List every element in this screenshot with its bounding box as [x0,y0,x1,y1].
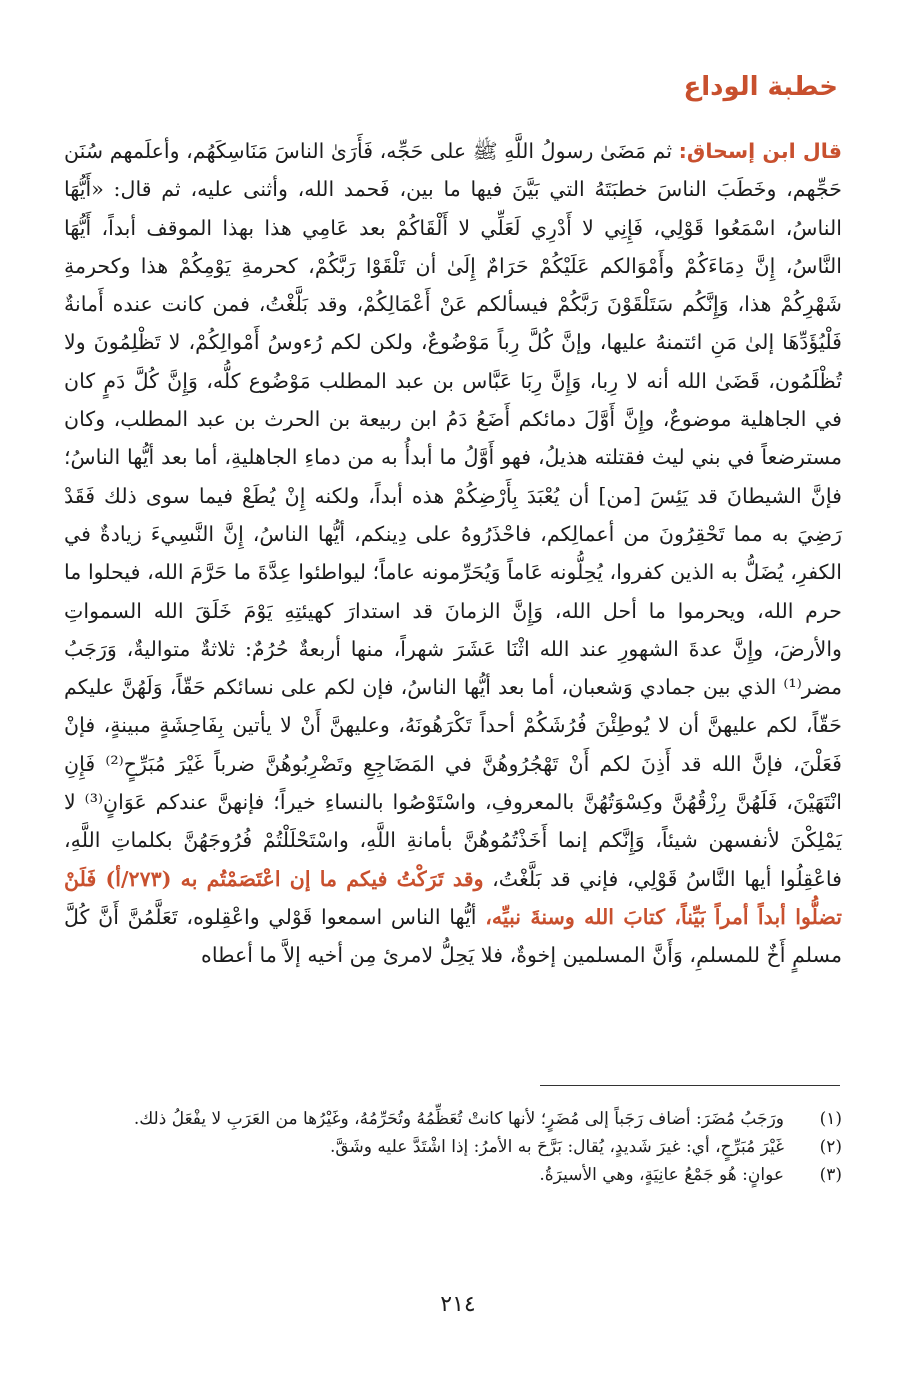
footnote-text: ورَجَبُ مُضَرَ: أضاف رَجَباً إلى مُضَرٍ؛ لأنها كانتْ تُعَظِّمُهُ وتُحَرِّمُهُ، وغَيْرُها من العَرَبِ لا يفْعَلُ ذلك. [133,1109,784,1129]
main-text-continuation: أيُّها الناس اسمعوا قَوْلي واعْقِلوه، تَعَلَّمُنَّ أَنَّ كُلَّ مسلمٍ أَخٌ للمسلمِ، وَأَنَّ المسلمين إخوةٌ، فلا يَحِلُّ لامرئ مِن أخيه إلاَّ ما أعطاه [64,904,842,968]
page-number: ٢١٤ [440,1292,476,1317]
section-heading: خطبة الوداع [683,72,838,102]
footnote-number: (٣) [819,1165,842,1185]
footnote-number: (١) [819,1109,842,1129]
highlighted-passage: وقد تَرَكْتُ فيكم ما إن اعْتَصَمْتُم به (٢٧٣/أ) فَلَنْ تضلُّوا أبداً أمراً بَيِّناً، كتابَ الله وسنةَ نبيِّه، [64,866,843,929]
main-text [64,132,842,975]
footnote-divider [540,1085,840,1086]
footnote [64,1107,842,1131]
main-text-body: ثم مَضَىٰ رسولُ اللَّهِ ﷺ على حَجِّه، فَأَرَىٰ الناسَ مَنَاسِكَهُم، وأعلَمهم سُنَن حَجِّهم، وخَطَبَ الناسَ خطبَتَهُ التي بَيَّنَ فيها ما بين، فَحمد الله، وأثنى عليه، ثم قال: «أَيُّهَا الناسُ، اسْمَعُوا قَوْلِي، فَإِنِي لا أَدْرِي لَعَلِّي لا أَلْقَاكُمْ بعد عَامِي هذا بهذا الموقف أبداً، أَيُّهَا النَّاسُ، إِنَّ دِمَاءَكُمْ وأَمْوَالكم عَلَيْكُمْ حَرَامٌ إِلَىٰ أن تَلْقَوْا رَبَّكُمْ، كحرمةِ يَوْمِكُمْ هذا وكحرمةِ شَهْرِكُمْ هذا، وَإِنَّكُم سَتَلْقَوْنَ رَبَّكُمْ فيسألكم عَنْ أَعْمَالِكُمْ، وقد بَلَّغْتُ، فمن كانت عنده أَمانةٌ فَلْيُؤَدِّهَا إلىٰ مَنِ ائتمنهُ عليها، وإنَّ كُلَّ رِباً مَوْضُوعٌ، ولكن لكم رُءوسُ أَمْوالِكُمْ، لا تَظْلِمُونَ ولا تُظْلَمُون، قَضَىٰ الله أنه لا رِبا، وَإِنَّ رِبَا عَبَّاس بن عبد المطلب مَوْضُوع كلُّه، وَإِنَّ كُلَّ دَمٍ كان في الجاهلية موضوعٌ، وإِنَّ أَوَّلَ دمائكم أَضَعُ دَمُ ابن ربيعة بن الحرث بن عبد المطلب، وكان مسترضعاً في بني ليث فقتلته هذيلُ، فهو أَوَّلُ ما أبدأُ به من دماءِ الجاهليةِ، أما بعد أيُّها الناسُ؛ فإنَّ الشيطانَ قد يَئِسَ [من] أن يُعْبَدَ بِأَرْضِكُمْ هذه أبداً، ولكنه إِنْ يُطَعْ فيما سوى ذلك فَقَدْ رَضِيَ به مما تَحْقِرُونَ من أعمالِكم، فاحْذَرُوهُ على دِينكم، أيُّها الناسُ، إِنَّ النَّسِيءَ زيادةٌ في الكفرِ، يُضَلُّ به الذين كفروا، يُحِلُّونه عَاماً وَيُحَرِّمونه عاماً؛ ليواطئوا عِدَّةَ ما حَرَّمَ الله، فيحلوا ما حرم الله، ويحرموا ما أحل الله، وَإِنَّ الزمانَ قد استدارَ كهيئتِهِ يَوْمَ خَلَقَ الله السمواتِ والأرضَ، وإِنَّ عدةَ الشهورِ عند الله اثْنَا عَشَرَ شهراً، منها أربعةٌ حُرُمٌ: ثلاثةٌ متواليةٌ، وَرَجَبُ مضر⁽¹⁾ الذي بين جمادي وَشعبان، أما بعد أيُّها الناسُ، فإن لكم على نسائكم حَقّاً، وَلَهُنَّ عليكم حَقّاً، لكم عليهنَّ أن لا يُوطِئْنَ فُرُشَكُمْ أحداً تَكْرَهُونَهُ، وعليهنَّ أَنْ لا يأتين بِفَاحِشَةٍ مبينةٍ، فإنْ فَعَلْنَ، فإنَّ الله قد أَذِنَ لكم أَنْ تَهْجُرُوهُنَّ في المَضَاجِعِ وتَضْرِبُوهُنَّ ضرباً غَيْرَ مُبَرِّحٍ⁽²⁾ فَإِنِ انْتَهَيْنَ، فَلَهُنَّ رِزْقُهُنَّ وكِسْوَتُهُنَّ بالمعروفِ، واسْتَوْصُوا بالنساءِ خيراً؛ فإنهنَّ عندكم عَوَانٍ⁽³⁾ لا يَمْلِكْنَ لأنفسهن شيئاً، وَإِنَّكم إنما أَخَذْتُمُوهُنَّ بأمانةِ اللَّهِ، واسْتَحْلَلْتُمْ فُرُوجَهُنَّ بكلماتِ اللَّهِ، فاعْقِلُوا أيها النَّاسُ قَوْلِي، فإني قد بَلَّغْتُ، [64,139,843,891]
footnote [64,1163,842,1187]
footnote-text: عوانٍ: هُو جَمْعُ عانِيَةٍ، وهي الأسيرَةُ. [539,1165,784,1185]
footnote-number: (٢) [819,1137,842,1157]
speaker-attribution: قال ابن إسحاق: [678,139,842,163]
footnotes [64,1107,842,1191]
footnote [64,1135,842,1159]
footnote-text: غَيْرَ مُبَرِّحٍ، أي: غيرَ شَديدٍ، يُقال: بَرَّحَ به الأمرُ: إذا اشْتَدَّ عليه وشَقَّ. [329,1137,784,1157]
